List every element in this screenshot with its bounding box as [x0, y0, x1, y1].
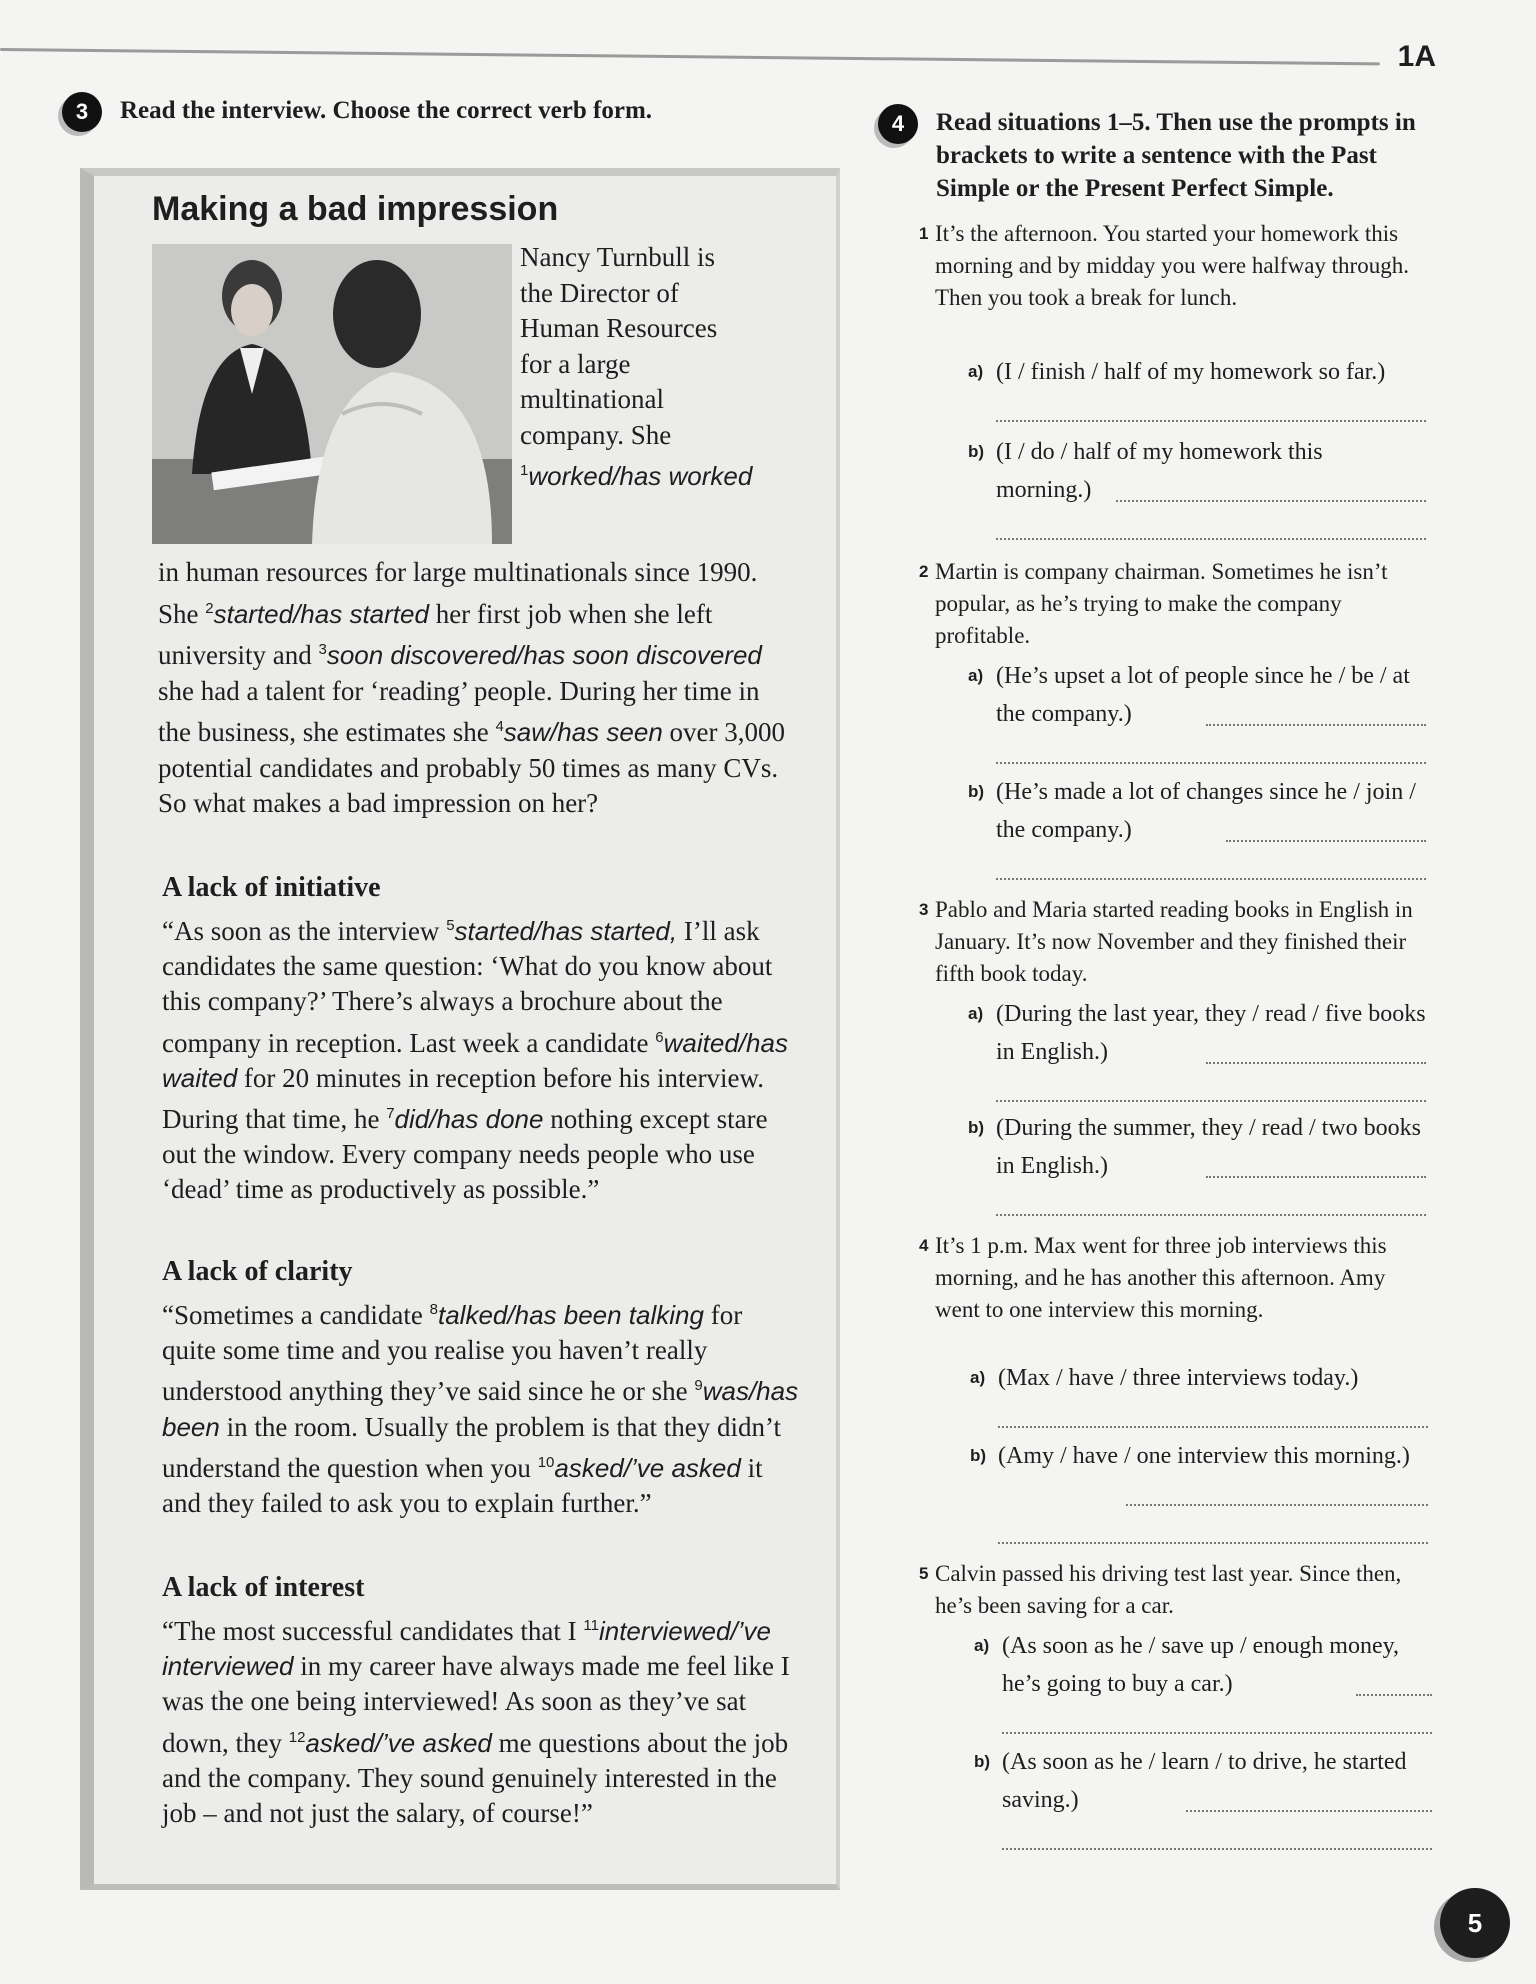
situation-2: 2 Martin is company chairman. Sometimes he isn’t popular, as he’s trying to make the company profitable.	[919, 559, 1388, 648]
answer-line-2a-inline[interactable]	[1206, 724, 1426, 726]
situation-2-prompt-a: (He’s upset a lot of people since he / be / at the company.)	[996, 663, 1410, 727]
answer-line-2b-inline[interactable]	[1226, 840, 1426, 842]
top-rule	[0, 48, 1380, 65]
answer-line-4b-inline[interactable]	[1126, 1504, 1428, 1506]
answer-line-3a-inline[interactable]	[1206, 1062, 1426, 1064]
gap-2-options[interactable]: started/has started	[213, 598, 429, 629]
gap-9-options[interactable]: was/has been	[162, 1376, 799, 1442]
intro-paragraph: in human resources for large multinationals since 1990. She $^2$started/has started her first job when she left university and $^3$soon discovered/has soon discovered she had a talent for ‘reading’ people. During her time in the business, she estimates she $^4$saw/has seen over 3,000 potential candidates and probably 50 times as many CVs. So what makes a bad impression on her?	[158, 557, 786, 818]
answer-line-4b[interactable]	[998, 1542, 1428, 1544]
section-heading-initiative: A lack of initiative	[162, 872, 381, 903]
section-heading-clarity: A lack of clarity	[162, 1256, 353, 1287]
situation-4-prompt-b: (Amy / have / one interview this morning.)	[998, 1443, 1410, 1469]
answer-line-5a[interactable]	[1002, 1732, 1432, 1734]
interview-photo	[152, 244, 512, 544]
gap-5-options[interactable]: started/has started,	[454, 916, 678, 946]
situation-1-prompt-b: (I / do / half of my homework this morning.)	[996, 439, 1323, 503]
situation-5-prompt-b: (As soon as he / learn / to drive, he started saving.)	[1002, 1749, 1407, 1813]
answer-line-1b[interactable]	[996, 538, 1426, 540]
gap-10-options[interactable]: asked/’ve asked	[554, 1452, 741, 1483]
gap-11-options[interactable]: interviewed/’ve interviewed	[162, 1616, 771, 1682]
gap-4-options[interactable]: saw/has seen	[503, 717, 663, 747]
answer-line-2b[interactable]	[996, 878, 1426, 880]
exercise-4-number: 4	[878, 104, 918, 144]
answer-line-3b[interactable]	[996, 1214, 1426, 1216]
answer-line-5a-inline[interactable]	[1356, 1694, 1432, 1696]
unit-label: 1A	[1397, 40, 1436, 73]
answer-line-1b-inline[interactable]	[1116, 500, 1426, 502]
section-heading-interest: A lack of interest	[162, 1572, 365, 1603]
answer-line-5b[interactable]	[1002, 1848, 1432, 1850]
gap-3-options[interactable]: soon discovered/has soon discovered	[326, 640, 762, 670]
exercise-3-instruction: Read the interview. Choose the correct verb form.	[120, 97, 653, 124]
situation-3-prompt-a: (During the last year, they / read / five books in English.)	[996, 1001, 1426, 1065]
article-title: Making a bad impression	[152, 190, 559, 228]
gap-8-options[interactable]: talked/has been talking	[438, 1300, 704, 1330]
interview-illustration	[152, 244, 512, 544]
situation-2-prompt-b: (He’s made a lot of changes since he / join / the company.)	[996, 779, 1416, 843]
answer-line-3a[interactable]	[996, 1100, 1426, 1102]
answer-line-3b-inline[interactable]	[1206, 1176, 1426, 1178]
section-body-clarity: “Sometimes a candidate $^8$talked/has been talking for quite some time and you realise you haven’t really understood anything they’ve said since he or she $^9$was/has been in the room. Usually the problem is that they didn’t understand the question when you $^{10}$asked/’ve asked it and they failed to ask you to explain further.”	[162, 1300, 799, 1519]
answer-line-2a[interactable]	[996, 762, 1426, 764]
section-body-interest: “The most successful candidates that I $^{11}$interviewed/’ve interviewed in my career have always made me feel like I was the one being interviewed! As soon as they’ve sat down, they $^{12}$asked/’ve asked me questions about the job and the company. They sound genuinely interested in the job – and not just the salary, of course!”	[162, 1616, 790, 1829]
situation-1: 1 It’s the afternoon. You started your homework this morning and by midday you were halfway through. Then you took a break for lunch.	[919, 221, 1409, 310]
gap-1-options[interactable]: worked/has worked	[528, 461, 753, 491]
situation-5-prompt-a: (As soon as he / save up / enough money, he’s going to buy a car.)	[1002, 1633, 1400, 1697]
intro-side-text: Nancy Turnbull is the Director of Human Resources for a large multinational company. She $^1$worked/has worked	[520, 242, 753, 491]
exercise-3-number: 3	[62, 92, 102, 132]
answer-line-1a[interactable]	[996, 420, 1426, 422]
situation-1-prompt-a: (I / finish / half of my homework so far.)	[996, 359, 1386, 385]
situation-3: 3 Pablo and Maria started reading books in English in January. It’s now November and they finished their fifth book today.	[919, 897, 1413, 986]
section-body-initiative: “As soon as the interview $^5$started/has started, I’ll ask candidates the same question: ‘What do you know about this company?’ There’s always a brochure about the company in reception. Last week a candidate $^6$waited/has waited for 20 minutes in reception before his interview. During that time, he $^7$did/has done nothing except stare out the window. Every company needs people who use ‘dead’ time as productively as possible.”	[162, 916, 788, 1205]
answer-line-4a[interactable]	[998, 1426, 1428, 1428]
answer-line-5b-inline[interactable]	[1186, 1810, 1432, 1812]
gap-12-options[interactable]: asked/’ve asked	[305, 1727, 492, 1758]
situation-4-prompt-a: (Max / have / three interviews today.)	[998, 1365, 1359, 1391]
exercise-4-instruction: Read situations 1–5. Then use the prompts in brackets to write a sentence with the Past Simple or the Present Perfect Simple.	[936, 109, 1416, 202]
gap-6-options[interactable]: waited/has waited	[162, 1027, 788, 1093]
situation-4: 4 It’s 1 p.m. Max went for three job interviews this morning, and he has another this afternoon. Amy went to one interview this morning.	[919, 1233, 1387, 1322]
situation-5: 5 Calvin passed his driving test last year. Since then, he’s been saving for a car.	[919, 1561, 1402, 1618]
situation-3-prompt-b: (During the summer, they / read / two books in English.)	[996, 1115, 1421, 1179]
page-number: 5	[1440, 1888, 1510, 1958]
gap-7-options[interactable]: did/has done	[394, 1104, 544, 1135]
